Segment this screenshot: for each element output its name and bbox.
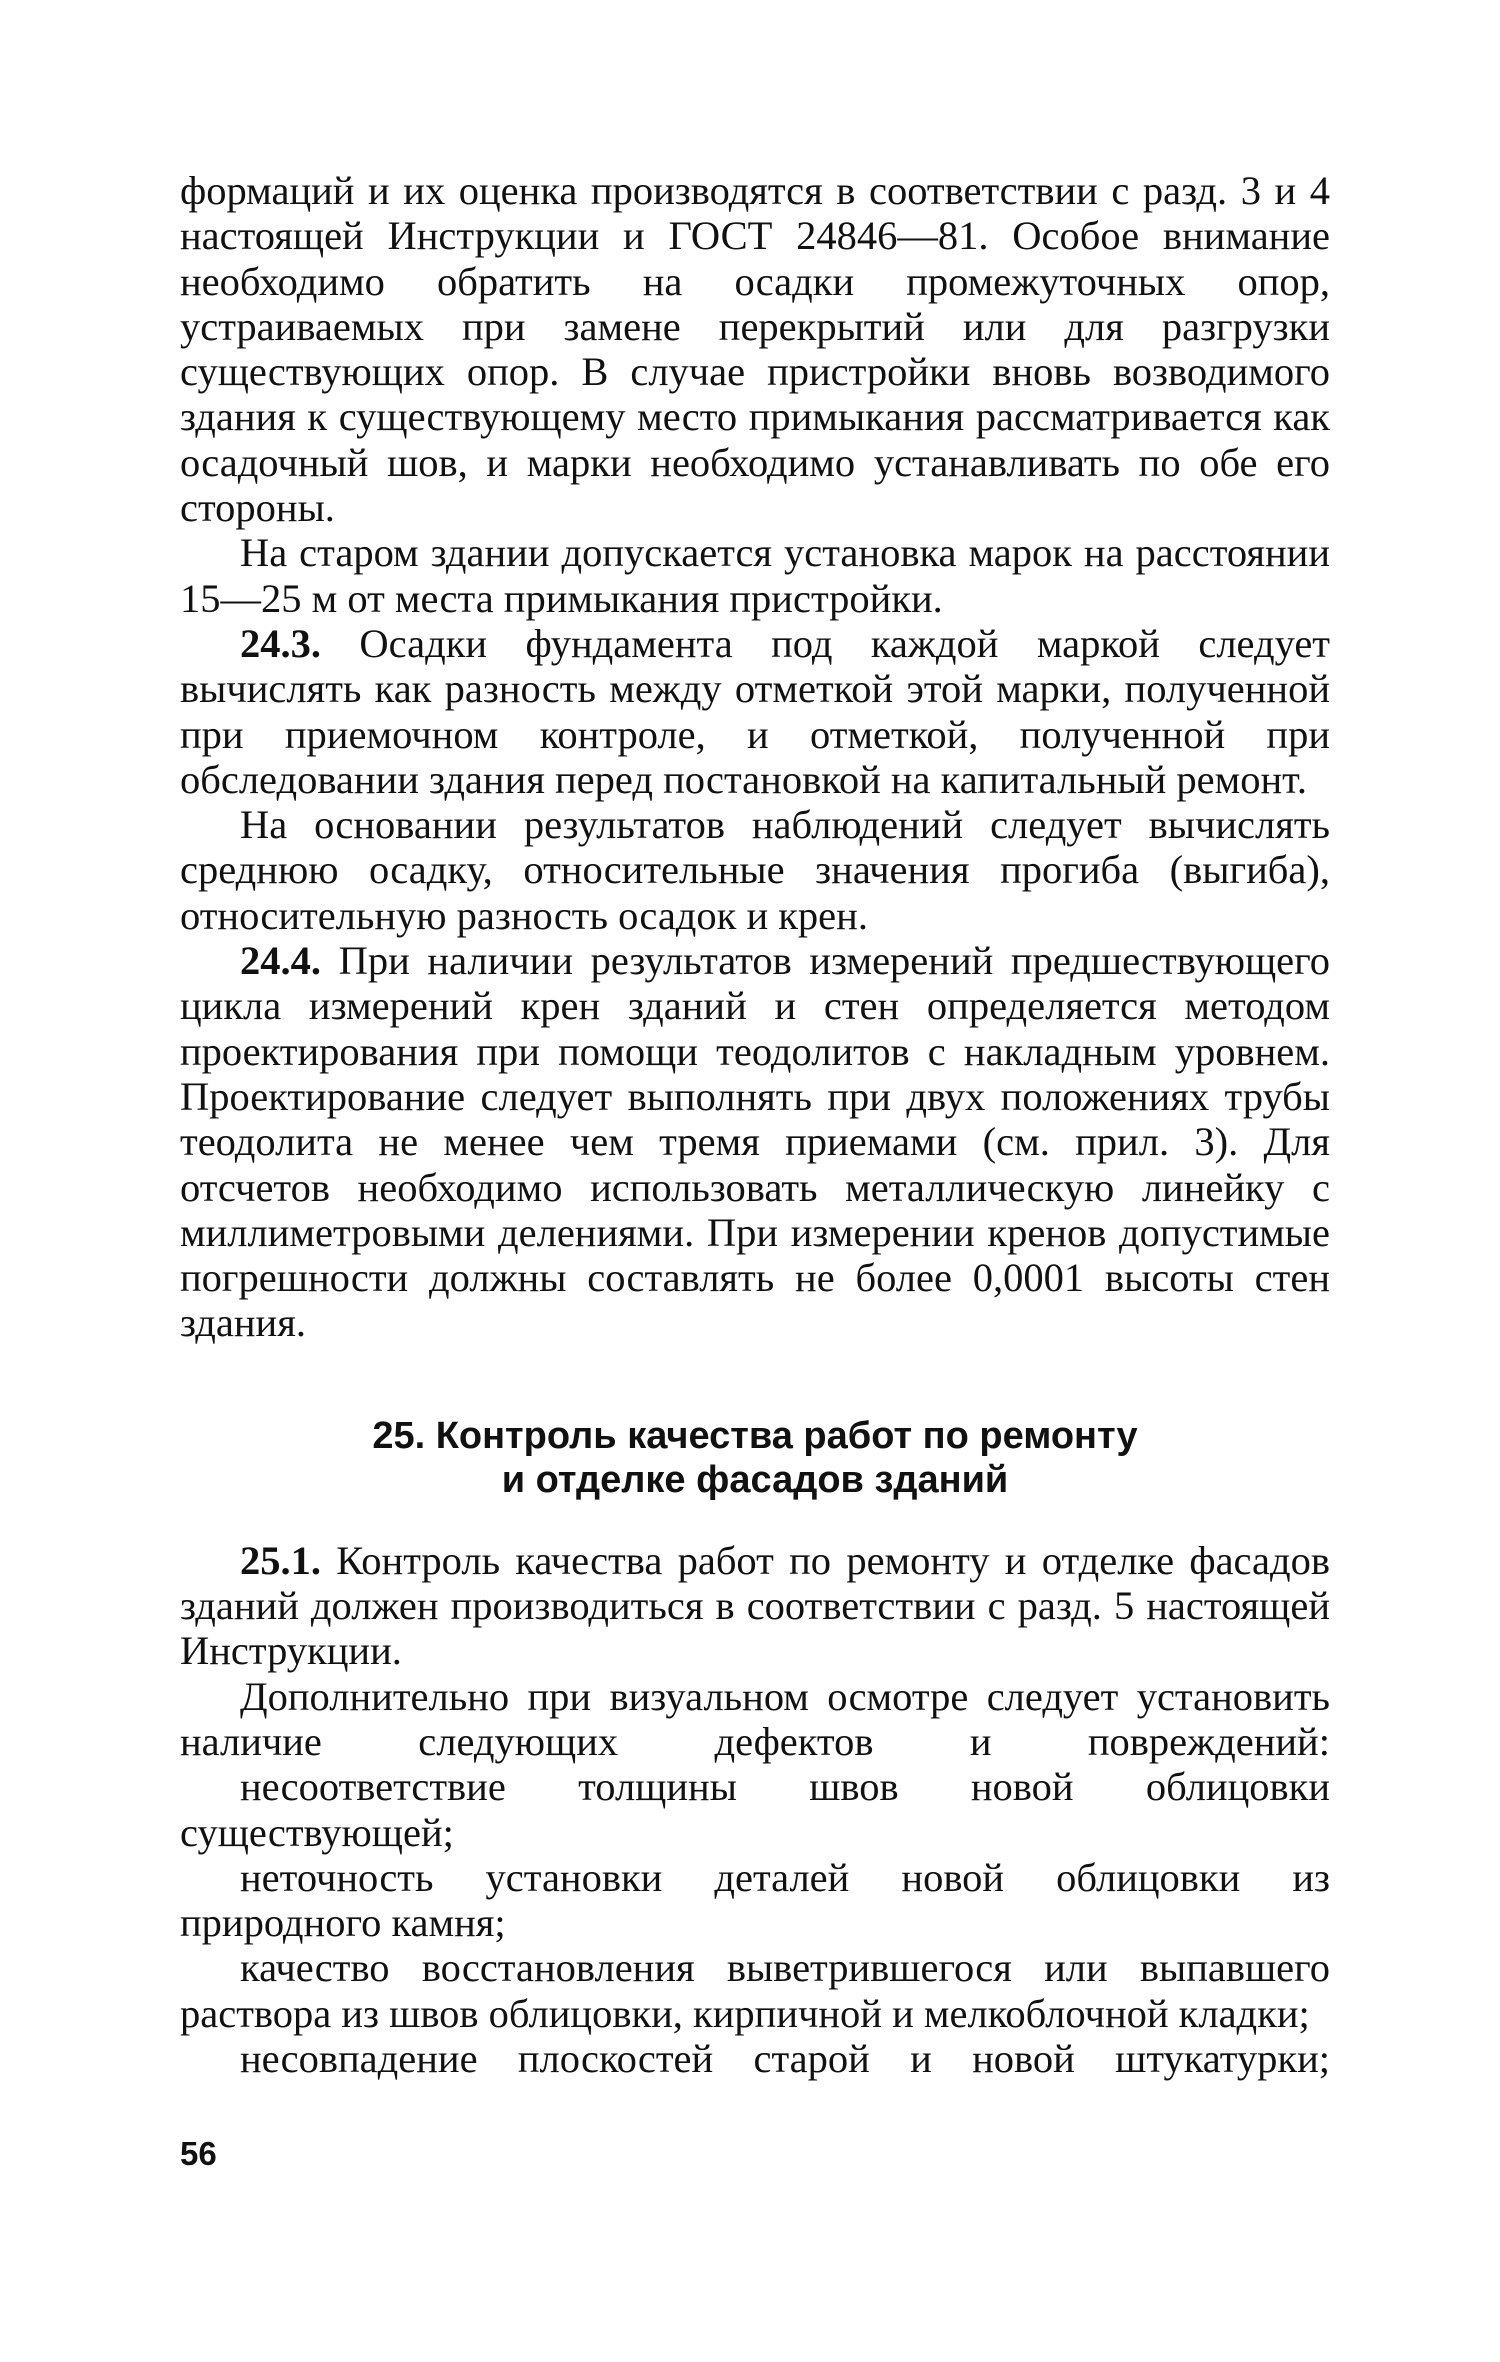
list-item: неточность установки деталей новой облицовки из природного камня; (180, 1854, 1330, 1946)
clause-text: Контроль качества работ по ремонту и отделке фасадов зданий должен производиться в соответствии с разд. 5 настоящей Инструкции. (180, 1537, 1330, 1674)
list-item: несоответствие толщины швов новой облицовки существующей; (180, 1764, 1330, 1855)
list-item: качество восстановления выветрившегося или выпавшего раствора из швов облицовки, кирпичной и мелкоблочной кладки; (180, 1945, 1330, 2036)
section-heading-line: 25. Контроль качества работ по ремонту (372, 1414, 1138, 1457)
clause-text: Осадки фундамента под каждой маркой следует вычислять как разность между отметкой этой марки, полученной при приемочном контроле, и отметкой, полученной при обследовании здания перед постановкой на капитальный ремонт. (180, 620, 1330, 802)
clause-number: 24.3. (240, 620, 321, 666)
section-heading (180, 1414, 1330, 1502)
paragraph-25-1 (180, 1538, 1330, 1674)
paragraph-defects-intro: Дополнительно при визуальном осмотре следует установить наличие следующих дефектов и повреждений: (180, 1673, 1330, 1764)
paragraph-24-3 (180, 621, 1330, 802)
page-body (180, 168, 1330, 2081)
clause-number: 25.1. (240, 1537, 321, 1583)
section-heading-line: и отделке фасадов зданий (501, 1458, 1009, 1501)
clause-number: 24.4. (240, 938, 321, 984)
paragraph-old-building-marks: На старом здании допускается установка марок на расстоянии 15—25 м от места примыкания пристройки. (180, 530, 1330, 621)
paragraph-continuation: формаций и их оценка производятся в соответствии с разд. 3 и 4 настоящей Инструкции и ГОСТ 24846—81. Особое внимание необходимо обратить на осадки промежуточных опор, устраиваемых при замене перекрытий или для разгрузки существующих опор. В случае пристройки вновь возводимого здания к существующему место примыкания рассматривается как осадочный шов, и марки необходимо устанавливать по обе его стороны. (180, 168, 1330, 531)
paragraph-24-4 (180, 938, 1330, 1346)
paragraph-observation-results: На основании результатов наблюдений следует вычислять среднюю осадку, относительные значения прогиба (выгиба), относительную разность осадок и крен. (180, 802, 1330, 938)
clause-text: При наличии результатов измерений предшествующего цикла измерений крен зданий и стен определяется методом проектирования при помощи теодолитов с накладным уровнем. Проектирование следует выполнять при двух положениях трубы теодолита не менее чем тремя приемами (см. прил. 3). Для отсчетов необходимо использовать металлическую линейку с миллиметровыми делениями. При измерении кренов допустимые погрешности должны составлять не более 0,0001 высоты стен здания. (180, 938, 1330, 1346)
list-item: несовпадение плоскостей старой и новой штукатурки; (240, 2035, 1330, 2081)
page-number: 56 (180, 2135, 217, 2172)
